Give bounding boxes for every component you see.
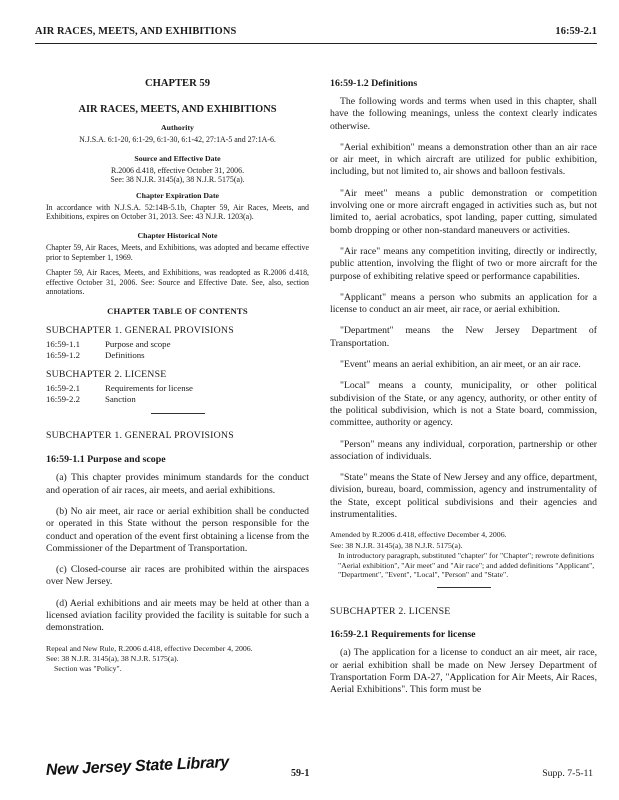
toc-list [46, 383, 309, 404]
section-heading: 16:59-1.2 Definitions [330, 78, 418, 89]
running-header [35, 26, 597, 42]
toc-item[interactable] [46, 339, 309, 350]
toc-item-title: Requirements for license [105, 383, 193, 394]
body-paragraph: (b) No air meet, air race or aerial exhibition shall be conducted or operated in this State without the person responsible for the conduct and operation of the event first obtaining a license from the Commissioner of the Department of Transportation. [46, 505, 309, 554]
toc-item-number: 16:59-1.1 [46, 338, 80, 349]
toc-item-title: Purpose and scope [105, 338, 171, 349]
right-column [330, 78, 597, 706]
section-heading: 16:59-1.1 Purpose and scope [46, 454, 166, 466]
amendment-note: In introductory paragraph, substituted "chapter" for "Chapter"; rewrote definitions "Aerial exhibition", "Air meet" and "Air race"; and added definitions "Applicant", "Department", "Event", "Local", "Person" and "State". [338, 551, 595, 579]
toc-item-number: 16:59-2.1 [46, 383, 80, 394]
authority-heading: Authority [161, 123, 194, 132]
source-line: R.2006 d.418, effective October 31, 2006. [110, 165, 245, 175]
subchapter-heading: SUBCHAPTER 2. LICENSE [330, 606, 451, 618]
history-paragraph: Chapter 59, Air Races, Meets, and Exhibitions, was readopted as R.2006 d.418, effective October 31, 2006. See: Source and Effective Date. See, also, section annotations. [46, 268, 309, 297]
expiration-text: In accordance with N.J.S.A. 52:14B-5.1b, Chapter 59, Air Races, Meets, and Exhibitions, expires on October 31, 2013. See: 43 N.J.R. 1203(a). [46, 202, 309, 222]
history-paragraph: Chapter 59, Air Races, Meets, and Exhibitions, was adopted and became effective prior to September 1, 1969. [46, 242, 309, 262]
source-heading: Source and Effective Date [134, 153, 221, 163]
body-paragraph: (a) This chapter provides minimum standards for the conduct and operation of air races, air meets, and aerial exhibitions. [46, 472, 309, 496]
amendment-note: See: 38 N.J.R. 3145(a), 38 N.J.R. 5175(a). [330, 540, 463, 550]
toc-item[interactable] [46, 394, 309, 405]
chapter-title: AIR RACES, MEETS, AND EXHIBITIONS [78, 104, 277, 115]
header-section: 16:59-2.1 [555, 26, 597, 37]
header-title: AIR RACES, MEETS, AND EXHIBITIONS [35, 26, 237, 37]
library-stamp-logo: New Jersey State Library [45, 754, 230, 779]
toc-item-title: Definitions [105, 349, 145, 360]
definition-paragraph: "Aerial exhibition" means a demonstration other than an air race or air meet, in which aircraft are utilized for public exhibition, including, but not limited to, air shows and balloon festivals. [330, 141, 597, 178]
toc-heading: CHAPTER TABLE OF CONTENTS [107, 305, 248, 316]
section-divider [151, 413, 205, 414]
amendment-note: Repeal and New Rule, R.2006 d.418, effective December 4, 2006. [46, 643, 253, 653]
body-paragraph: The following words and terms when used in this chapter, shall have the following meanings, unless the context clearly indicates otherwise. [330, 96, 597, 132]
toc-subchapter: SUBCHAPTER 1. GENERAL PROVISIONS [46, 324, 234, 336]
chapter-number: CHAPTER 59 [144, 78, 211, 89]
body-paragraph: (c) Closed-course air races are prohibited within the airspaces over New Jersey. [46, 564, 309, 588]
definition-paragraph: "Event" means an aerial exhibition, an air meet, or an air race. [340, 359, 581, 371]
toc-item[interactable] [46, 383, 309, 394]
amendment-note: See: 38 N.J.R. 3145(a), 38 N.J.R. 5175(a). [46, 653, 179, 663]
section-divider [437, 587, 491, 588]
toc-subchapter: SUBCHAPTER 2. LICENSE [46, 369, 167, 381]
supplement-date: Supp. 7-5-11 [542, 768, 593, 779]
source-text [46, 166, 309, 185]
amendment-note: Amended by R.2006 d.418, effective December 4, 2006. [330, 530, 507, 540]
page-number: 59-1 [291, 768, 310, 779]
definition-paragraph: "Applicant" means a person who submits an application for a license to conduct an air meet, air race, or aerial exhibition. [330, 291, 597, 316]
definition-paragraph: "Local" means a county, municipality, or other political subdivision of the State, or any agency, authority, or other entity of the political subdivision, which is not a State board, commission, committee, authority or agency. [330, 380, 597, 429]
definition-paragraph: "State" means the State of New Jersey and any office, department, division, bureau, board, commission, agency and instrumentality of the State, except political subdivisions and their agencies and instrumentalities. [330, 472, 597, 521]
authority-text: N.J.S.A. 6:1-20, 6:1-29, 6:1-30, 6:1-42, 27:1A-5 and 27:1A-6. [79, 135, 276, 144]
toc-item-number: 16:59-2.2 [46, 393, 80, 404]
section-heading: 16:59-2.1 Requirements for license [330, 629, 476, 641]
history-heading: Chapter Historical Note [137, 230, 218, 240]
definition-paragraph: "Person" means any individual, corporation, partnership or other association of individuals. [330, 438, 597, 462]
amendment-note: Section was "Policy". [54, 664, 122, 674]
toc-list [46, 339, 309, 360]
toc-item-title: Sanction [105, 393, 136, 404]
subchapter-heading: SUBCHAPTER 1. GENERAL PROVISIONS [46, 430, 234, 442]
definition-paragraph: "Air race" means any competition inviting, directly or indirectly, public attention, involving the flight of two or more aircraft for the purpose of exhibiting relative speed or performance capabilities. [330, 245, 597, 282]
expiration-heading: Chapter Expiration Date [135, 190, 220, 200]
body-paragraph: (d) Aerial exhibitions and air meets may be held at other than a licensed aviation facility provided the facility is suitable for such a demonstration. [46, 597, 309, 634]
definition-paragraph: "Air meet" means a public demonstration or competition involving one or more aircraft engaged in activities such as, but not limited to, aerial acrobatics, spot landing, paper cutting, simulated bomb dropping or other non-standard maneuvers or activities. [330, 187, 597, 236]
body-paragraph: (a) The application for a license to conduct an air meet, air race, or aerial exhibition shall be made on New Jersey Department of Transportation Form DA-27, "Application for Air Meets, Air Races, Aerial Exhibitions". This form must be [330, 647, 597, 696]
left-column [46, 78, 309, 675]
toc-item[interactable] [46, 350, 309, 361]
toc-item-number: 16:59-1.2 [46, 349, 80, 360]
source-line: See: 38 N.J.R. 3145(a), 38 N.J.R. 5175(a). [110, 175, 245, 185]
header-rule [35, 43, 597, 44]
definition-paragraph: "Department" means the New Jersey Department of Transportation. [330, 325, 597, 349]
